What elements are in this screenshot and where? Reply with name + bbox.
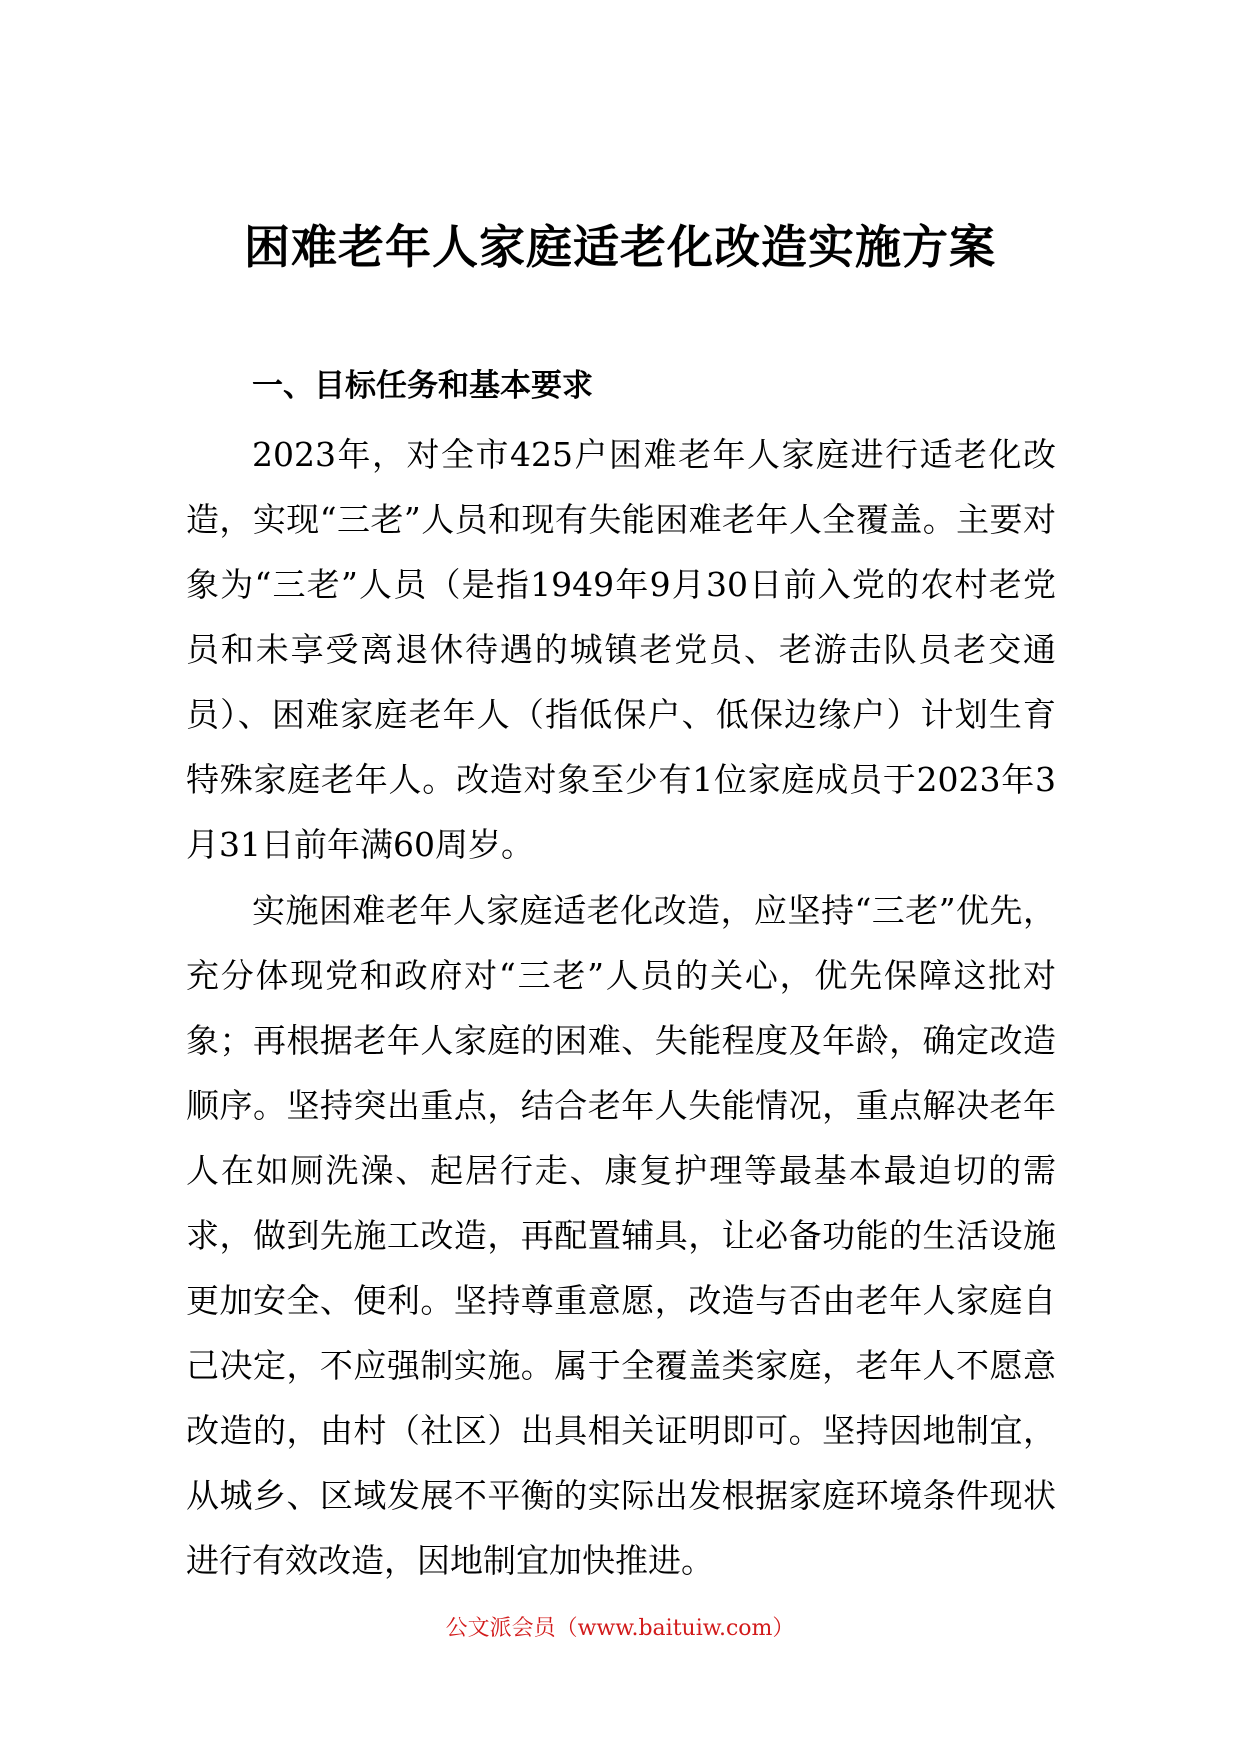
paragraph-2: 实施困难老年人家庭适老化改造，应坚持“三老”优先，充分体现党和政府对“三老”人员的关心，优先保障这批对象；再根据老年人家庭的困难、失能程度及年龄，确定改造顺序。坚持突出重点，结合老年人失能情况，重点解决老年人在如厕洗澡、起居行走、康复护理等最基本最迫切的需求，做到先施工改造，再配置辅具，让必备功能的生活设施更加安全、便利。坚持尊重意愿，改造与否由老年人家庭自己决定，不应强制实施。属于全覆盖类家庭，老年人不愿意改造的，由村（社区）出具相关证明即可。坚持因地制宜，从城乡、区域发展不平衡的实际出发根据家庭环境条件现状进行有效改造，因地制宜加快推进。 — [186, 891, 1056, 1580]
section-heading: 一、目标任务和基本要求 — [252, 368, 593, 404]
body-text — [186, 422, 1056, 1594]
document-title: 困难老年人家庭适老化改造实施方案 — [244, 220, 996, 274]
paragraph-1: 2023年，对全市425户困难老年人家庭进行适老化改造，实现“三老”人员和现有失能困难老年人全覆盖。主要对象为“三老”人员（是指1949年9月30日前入党的农村老党员和未享受离退休待遇的城镇老党员、老游击队员老交通员）、困难家庭老年人（指低保户、低保边缘户）计划生育特殊家庭老年人。改造对象至少有1位家庭成员于2023年3月31日前年满60周岁。 — [186, 435, 1056, 864]
footer-watermark-text: 公文派会员（www.baituiw.com） — [445, 1616, 795, 1641]
